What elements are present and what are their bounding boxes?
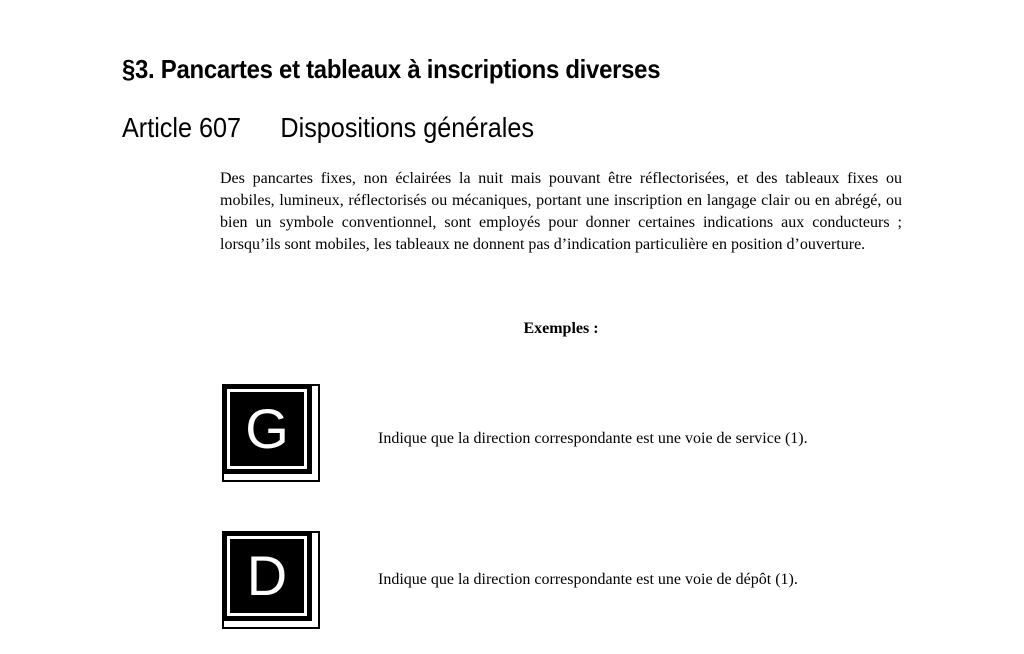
- sign-description-d: Indique que la direction correspondante est une voie de dépôt (1).: [378, 571, 798, 588]
- sign-panel-d: [222, 531, 312, 621]
- article-heading: [122, 112, 534, 144]
- section-title: §3. Pancartes et tableaux à inscriptions diverses: [122, 54, 661, 84]
- article-body-text: Des pancartes fixes, non éclairées la nuit mais pouvant être réflectorisées, et des tableaux fixes ou mobiles, lumineux, réflectorisés ou mécaniques, portant une inscription en langage clair ou en abrégé, ou bien un symbole conventionnel, sont employés pour donner certaines indications aux conducteurs ; lorsqu’ils sont mobiles, les tableaux ne donnent pas d’indication particulière en position d’ouverture.: [220, 170, 902, 253]
- article-number: Article 607: [122, 112, 242, 143]
- article-title: Dispositions générales: [280, 112, 534, 143]
- sign-letter-g: G: [245, 397, 289, 460]
- sign-panel-g: [222, 384, 312, 474]
- sign-letter-d: D: [246, 544, 288, 607]
- examples-label: Exemples :: [523, 320, 599, 337]
- sign-description-g: Indique que la direction correspondante est une voie de service (1).: [378, 430, 808, 447]
